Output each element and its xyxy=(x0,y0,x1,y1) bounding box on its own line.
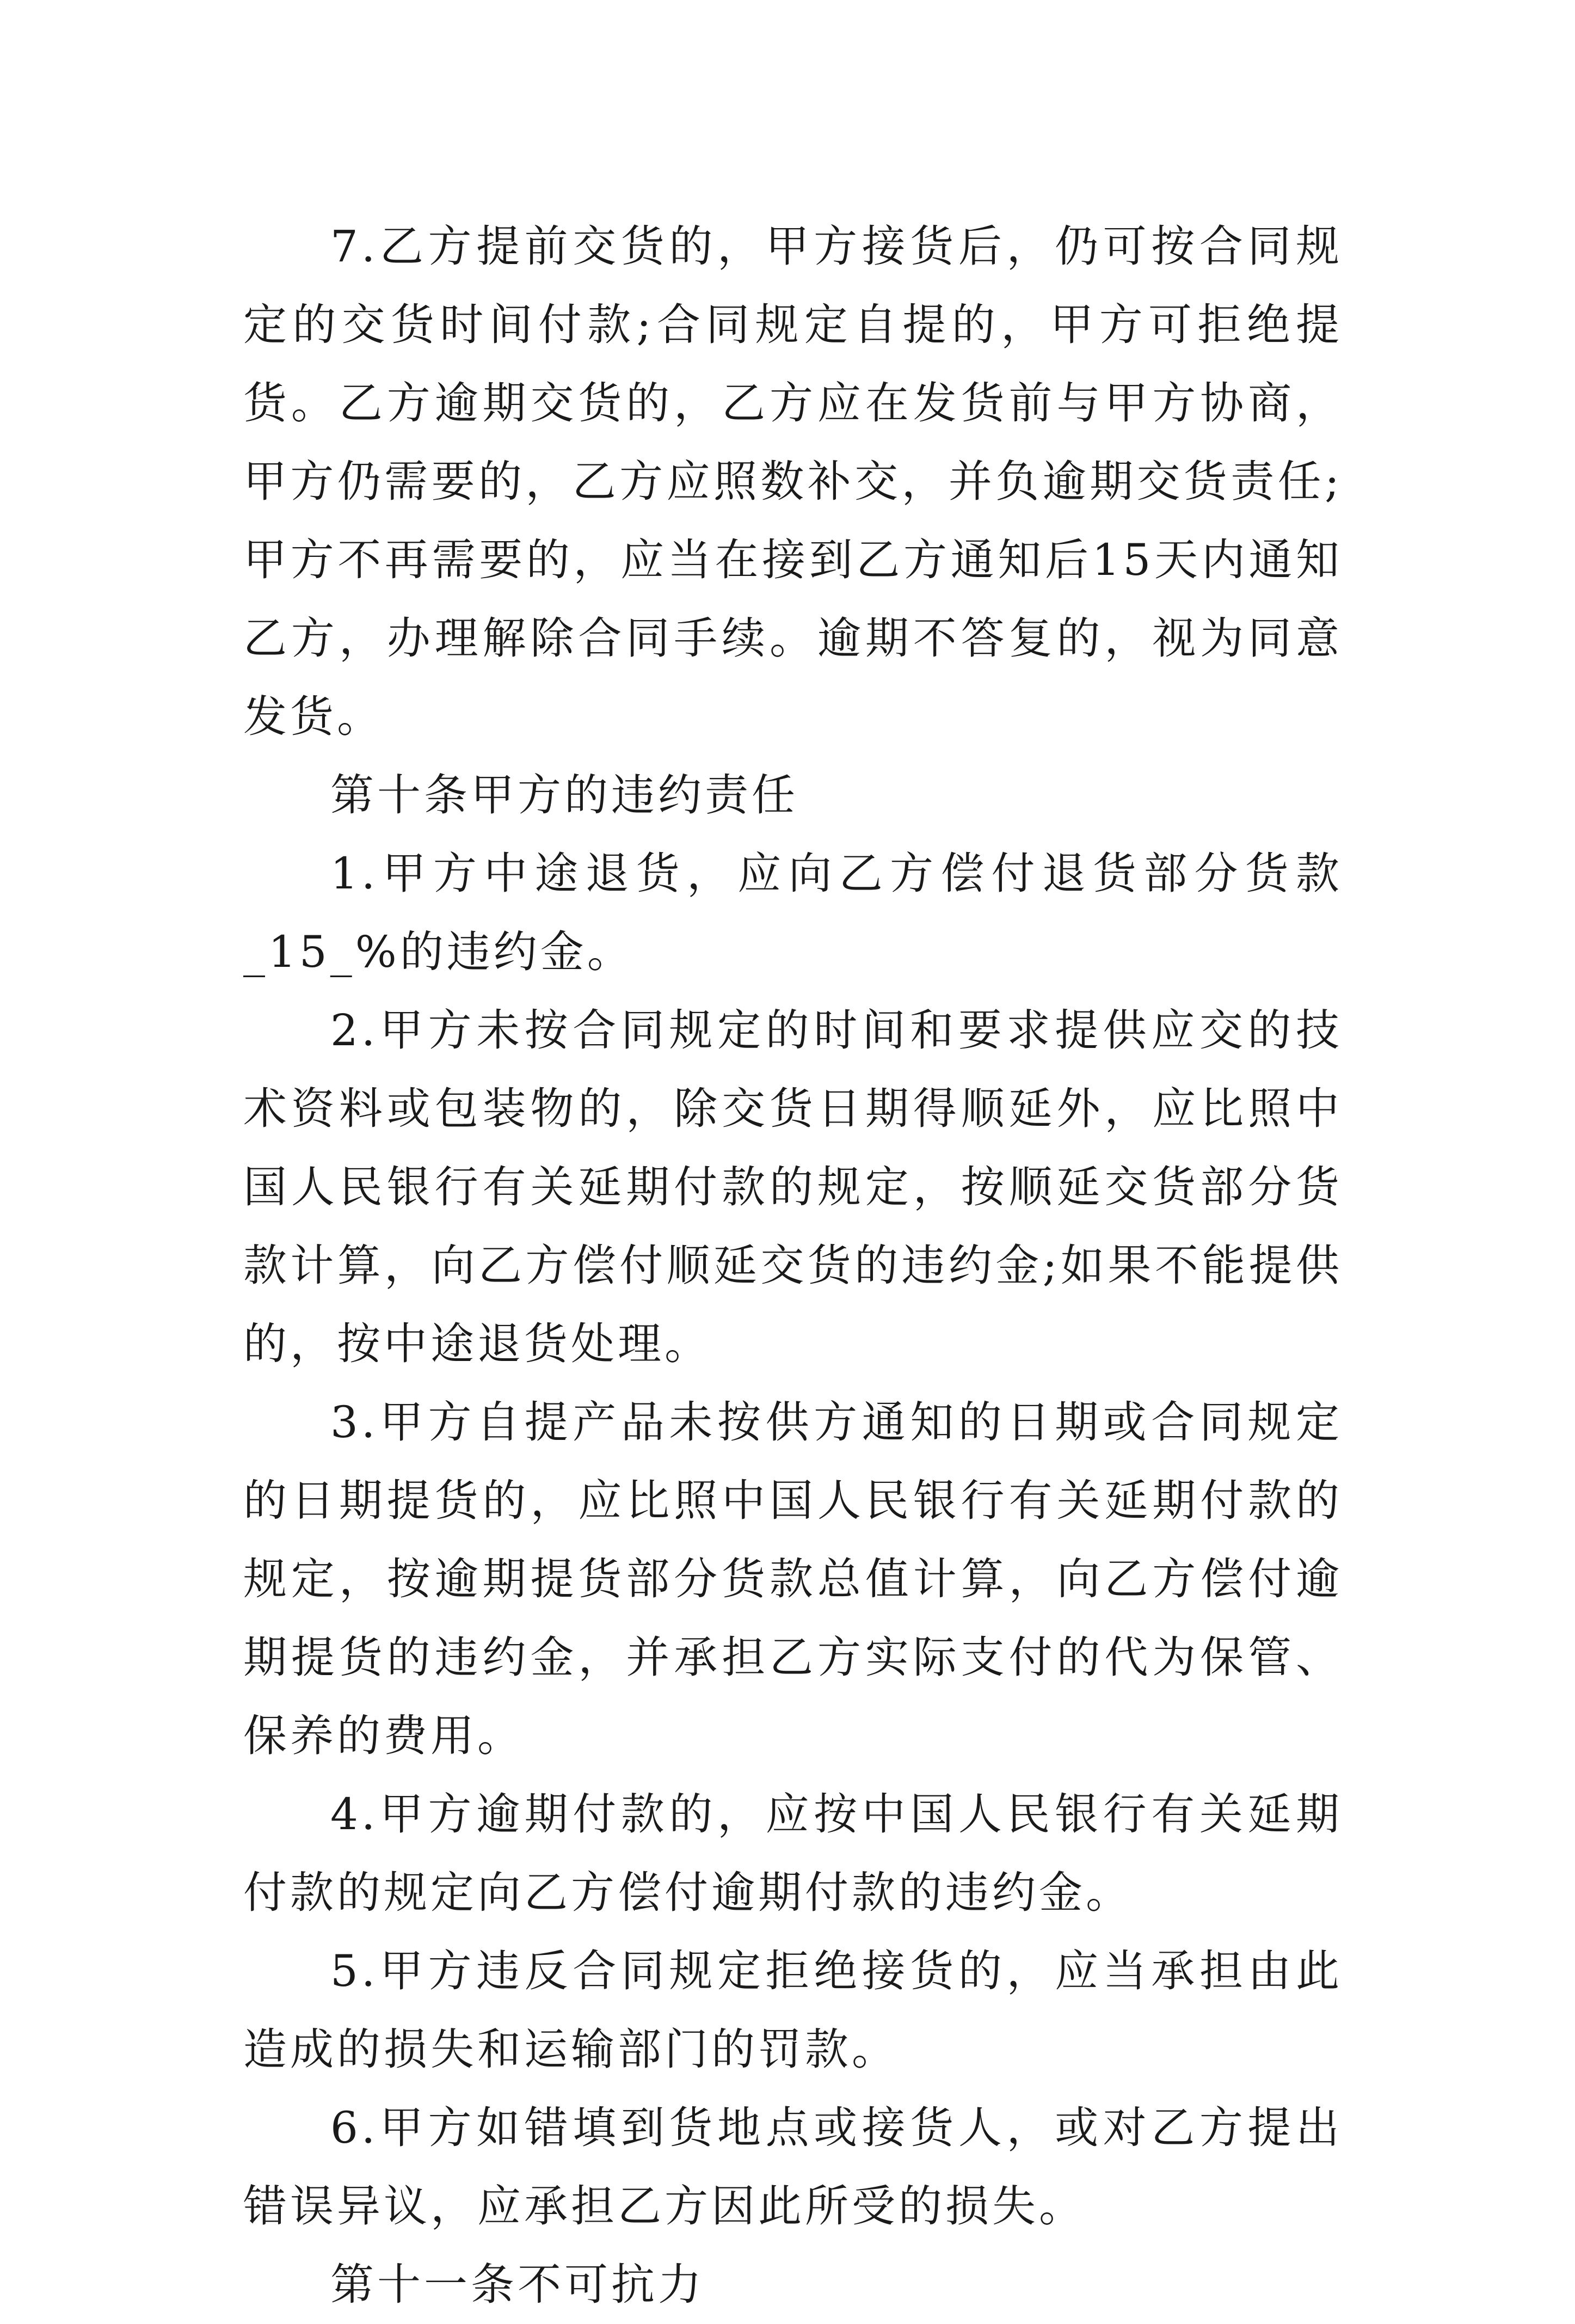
clause-paragraph-1-return: 1.甲方中途退货，应向乙方偿付退货部分货款_15_%的违约金。 xyxy=(243,848,1343,977)
article-11-heading: 第十一条不可抗力 xyxy=(330,2259,705,2310)
article-10-heading: 第十条甲方的违约责任 xyxy=(330,770,798,820)
document-body xyxy=(243,207,1343,2324)
clause-paragraph-6-wrong-address: 6.甲方如错填到货地点或接货人，或对乙方提出错误异议，应承担乙方因此所受的损失。 xyxy=(243,2102,1343,2231)
clause-paragraph-2-materials: 2.甲方未按合同规定的时间和要求提供应交的技术资料或包装物的，除交货日期得顺延外，应比照中国人民银行有关延期付款的规定，按顺延交货部分货款计算，向乙方偿付顺延交货的违约金;如果不能提供的，按中途退货处理。 xyxy=(243,1005,1343,1369)
clause-paragraph-5-refusal: 5.甲方违反合同规定拒绝接货的，应当承担由此造成的损失和运输部门的罚款。 xyxy=(243,1946,1343,2075)
clause-paragraph-4-late-payment: 4.甲方逾期付款的，应按中国人民银行有关延期付款的规定向乙方偿付逾期付款的违约金。 xyxy=(243,1789,1343,1918)
clause-paragraph-7-early-delivery: 7.乙方提前交货的，甲方接货后，仍可按合同规定的交货时间付款;合同规定自提的，甲方可拒绝提货。乙方逾期交货的，乙方应在发货前与甲方协商，甲方仍需要的，乙方应照数补交，并负逾期交货责任;甲方不再需要的，应当在接到乙方通知后15天内通知乙方，办理解除合同手续。逾期不答复的，视为同意发货。 xyxy=(243,221,1343,742)
clause-paragraph-3-self-pickup: 3.甲方自提产品未按供方通知的日期或合同规定的日期提货的，应比照中国人民银行有关延期付款的规定，按逾期提货部分货款总值计算，向乙方偿付逾期提货的违约金，并承担乙方实际支付的代为保管、保养的费用。 xyxy=(243,1397,1343,1761)
